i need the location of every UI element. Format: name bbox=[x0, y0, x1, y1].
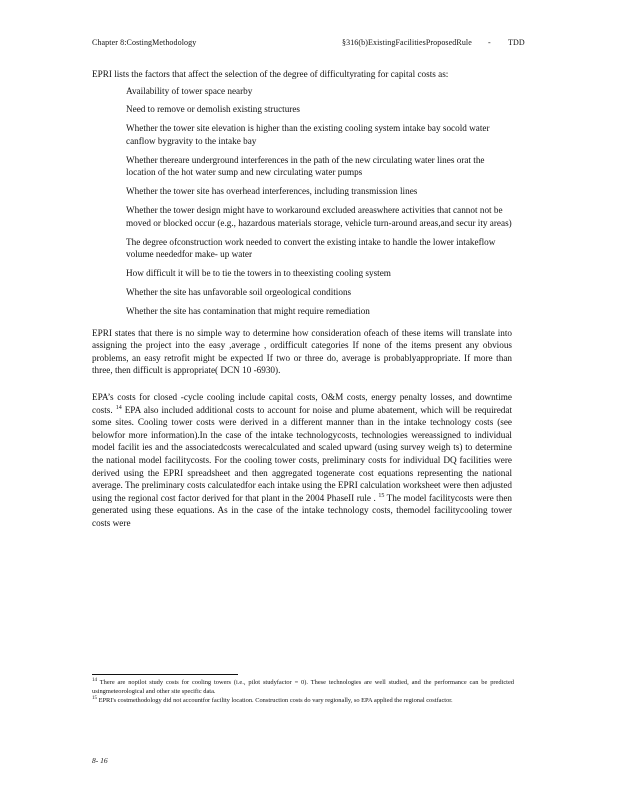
footnote-divider bbox=[92, 674, 238, 675]
list-item bbox=[108, 85, 512, 98]
footnotes bbox=[92, 679, 514, 707]
footnote-text: EPRI's costmethodology did not accountfor facility location. Construction costs do vary regionally, so EPA applied the regional costfactor. bbox=[97, 697, 453, 705]
footnote-ref-15[interactable]: 15 bbox=[378, 492, 385, 499]
footnote-ref-14[interactable]: 14 bbox=[115, 404, 122, 411]
list-item-text: Whether the tower site elevation is higher than the existing cooling system intake bay socold water canflow bygravity to the intake bay bbox=[126, 123, 490, 146]
factor-list bbox=[92, 85, 512, 318]
paragraph-text: The model facilitycosts were then generated using these equations. As in the case of the intake technology costs, themodel facilitycooling tower costs were bbox=[92, 492, 512, 528]
list-item-text: Whether the tower design might have to workaround excluded areaswhere activities that cannot not be moved or blocked occur (e.g., hazardous materials storage, vehicle turn-around areas,and secur ity areas) bbox=[126, 205, 512, 228]
intro-paragraph: EPRI lists the factors that affect the selection of the degree of difficultyrating for capital costs as: bbox=[92, 69, 449, 79]
list-item bbox=[108, 122, 512, 147]
list-item-text: Whether the tower site has overhead interferences, including transmission lines bbox=[126, 186, 418, 197]
header-doc-type: TDD bbox=[508, 38, 525, 47]
list-item bbox=[108, 185, 512, 198]
list-item-text: Whether the site has unfavorable soil orgeological conditions bbox=[126, 287, 352, 298]
list-item-text: Availability of tower space nearby bbox=[126, 85, 253, 96]
list-item-text: Whether thereare underground interferences in the path of the new circulating water lines orat the location of the hot water sump and new circulating water pumps bbox=[126, 154, 485, 178]
list-item-text: Whether the site has contamination that might require remediation bbox=[126, 305, 370, 316]
list-item bbox=[108, 154, 512, 179]
list-item bbox=[108, 305, 512, 318]
page-body bbox=[92, 68, 512, 529]
list-item bbox=[108, 236, 512, 261]
footnote-14 bbox=[92, 679, 514, 696]
header-separator: - bbox=[488, 38, 491, 47]
list-item bbox=[108, 204, 512, 229]
list-item-text: How difficult it will be to tie the towers in to theexisting cooling system bbox=[126, 268, 391, 279]
paragraph-text: EPA’s costs for closed -cycle cooling include capital costs, O&M costs, energy penalty losses, and downtime costs. bbox=[92, 391, 512, 415]
footnote-number: 14 bbox=[92, 677, 97, 683]
difficulty-paragraph: EPRI states that there is no simple way to determine how consideration ofeach of these items will translate into assigning the project into the easy ,average , ordifficult categories If none of the items present any obvious problems, an easy retrofit might be expected If two or three do, average is probablyappropriate. If more than three, then difficult is appropriate( DCN 10 -6930). bbox=[92, 327, 512, 376]
paragraph-text: EPA also included additional costs to account for noise and plume abatement, which will be requiredat some sites. Cooling tower costs were derived in a different manner than in the intake technology costs (see belowfor more information).In the case of the intake technologycosts, technologies wereassigned to individual model facilit ies and the associatedcosts werecalculated and scaled upward (using survey weigh ts) to determine the national model facilitycosts. For the cooling tower costs, preliminary costs for individual DQ facilities were derived using the EPRI spreadsheet and then aggregated togenerate cost equations representing the national average. The preliminary costs calculatedfor each intake using the EPRI calculation worksheet were then adjusted using the regional cost factor derived for that plant in the 2004 PhaseII rule . bbox=[92, 404, 513, 503]
footnote-text: There are nopilot study costs for cooling towers (i.e., pilot studyfactor = 0). These technologies are well studied, and the performance can be predicted usingmeteorological and other site specific data. bbox=[92, 679, 514, 695]
list-item bbox=[108, 286, 512, 299]
header-rule-title: §316(b)ExistingFacilitiesProposedRule bbox=[342, 38, 472, 47]
footnote-15 bbox=[92, 697, 514, 706]
list-item-text: Need to remove or demolish existing structures bbox=[126, 104, 301, 115]
footnote-number: 15 bbox=[92, 696, 97, 702]
list-item bbox=[108, 267, 512, 280]
list-item-text: The degree ofconstruction work needed to convert the existing intake to handle the lower intakeflow volume neededfor make- up water bbox=[126, 236, 496, 260]
page-number: 8- 16 bbox=[92, 756, 108, 765]
list-item bbox=[108, 103, 512, 116]
header-chapter: Chapter 8:CostingMethodology bbox=[92, 38, 197, 47]
cooling-costs-paragraph bbox=[92, 391, 512, 530]
